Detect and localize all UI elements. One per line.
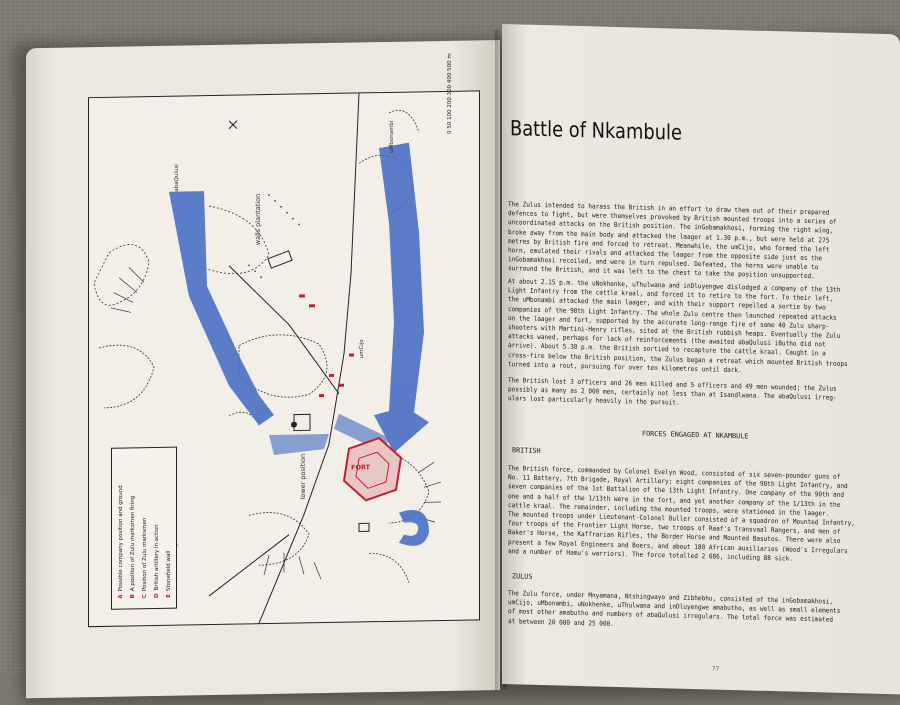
map-label-umbonambi: uMbonambi: [389, 121, 395, 153]
building: [268, 251, 292, 268]
legend-item-c: CPosition of Zulu marksmen: [142, 518, 148, 599]
right-page: [502, 24, 900, 694]
zulu-positions: [299, 294, 354, 398]
battle-map: [88, 90, 480, 627]
zulus-heading: ZULUS: [512, 572, 532, 581]
building: [294, 414, 310, 430]
page-number: 77: [712, 665, 719, 672]
legend-item-d: DBritish artillery in action: [154, 524, 160, 598]
paragraph-1: The Zulus intended to harass the British in an effort to draw them out of their prepared defences to fight, but were themselves provoked by British mounted troops into a series of uncoordinated attacks on the British position. The inGobamakhosi, forming the right wing, broke away from the main body and attacked the laager at 1.30 p.m., but were held at 275 metres by British fire and forced to retreat. Meanwhile, the umCijo, who formed the left horn, emulated their rivals and attacked the laager from the opposite side just as the inGobamakhosi recoiled, and were in turn repulsed. Defeated, the horns were unable to surround the British, and it was left to the chest to take the position unsupported.: [508, 200, 837, 282]
map-label-lower-position: lower position: [299, 454, 307, 500]
building: [359, 523, 369, 531]
legend-item-a: APossible company position and ground: [118, 485, 124, 598]
paragraph-3: The British lost 3 officers and 26 men killed and 5 officers and 49 men wounded; the Zulus possibly as many as 2 000 men, certainly not less than at Isandlwana. The abaQulusi irreg- ulars lost particularly heavily in the pursuit.: [508, 376, 837, 412]
map-legend: [111, 447, 177, 610]
map-label-fort: FORT: [351, 463, 370, 471]
grave-marker: [291, 422, 297, 428]
paragraph-2: At about 2.15 p.m. the uNokhenke, uThulwana and inDluyengwe dislodged a company of the 13th Light Infantry from the cattle kraal, and forced it to retire to the fort. To their left, the uMbonambi attacked the main laager, and with their support repelled a sortie by two companies of the 90th Light Infantry. The whole Zulu centre then launched repeated attacks on the laager and fort, supported by the accurate long-range fire of some 40 Zulu sharp- shooters with Martini-Henry rifles, sited at the British rubbish heaps. Eventually the Zulu attacks waned, perhaps for lack of reinforcements (the awaited abaQulusi iButho did not arrive). About 5.30 p.m. the British sortied to recapture the cattle kraal. Caught in a cross-fire below the British position, the Zulus began a retreat which mounted British troops turned into a rout, pursuing for over ten kilometres until dark.: [508, 277, 848, 378]
zulus-text: The Zulu force, under Mnyamana, Ntshingwayo and Zibhebhu, consisted of the inGobamakhosi, umCijo, uMbonambi, uNokhenke, uThulwana and inDluyengwe amabutho, as well as small elements of most other amabutho and numbers of abaQulusi irregulars. The total force was estimated at between 20 000 and 25 000.: [508, 589, 840, 635]
legend-item-e: EStonefield wall: [166, 551, 172, 598]
page-title: Battle of Nkambule: [510, 116, 682, 145]
ruin-marker: [229, 121, 237, 129]
map-label-umcijo: umCijo: [359, 339, 365, 358]
british-text: The British force, commanded by Colonel Evelyn Wood, consisted of six seven-pounder guns of No. 11 Battery, 7th Brigade, Royal Artillery; eight companies of the 90th Light Infantry, and seven companies of the 1st Battalion of the 13th Light Infantry. One company of the 90th and one and a half of the 1/13th were in the fort, and yet another company of the 1/13th in the cattle kraal. The remainder, including the mounted troops, were stationed in the laager. The mounted troops under Lieutenant-Colonel Buller consisted of a squadron of Mounted Infantry, four troops of the Frontier Light Horse, two troops of Raaf's Transvaal Rangers, and men of Baker's Horse, the Kaffrarian Rifles, the Border Horse and Mounted Basutos. There were also present a few Royal Engineers and Boers, and about 180 African auxiliaries (Wood's Irregulars and a number of Hamu's warriors). The force totalled 2 086, including 88 sick.: [508, 464, 855, 565]
map-label-left-horn: abaQulusi: [174, 164, 180, 192]
left-page: [26, 40, 500, 698]
map-label-plantation: walls plantation: [254, 194, 262, 246]
map-scale: 0 50 100 200 300 400 500 m: [447, 53, 453, 134]
forces-heading: FORCES ENGAGED AT NKAMBULE: [642, 430, 748, 441]
legend-item-b: BA position of Zulu marksmen firing: [130, 496, 136, 599]
british-heading: BRITISH: [512, 446, 541, 455]
